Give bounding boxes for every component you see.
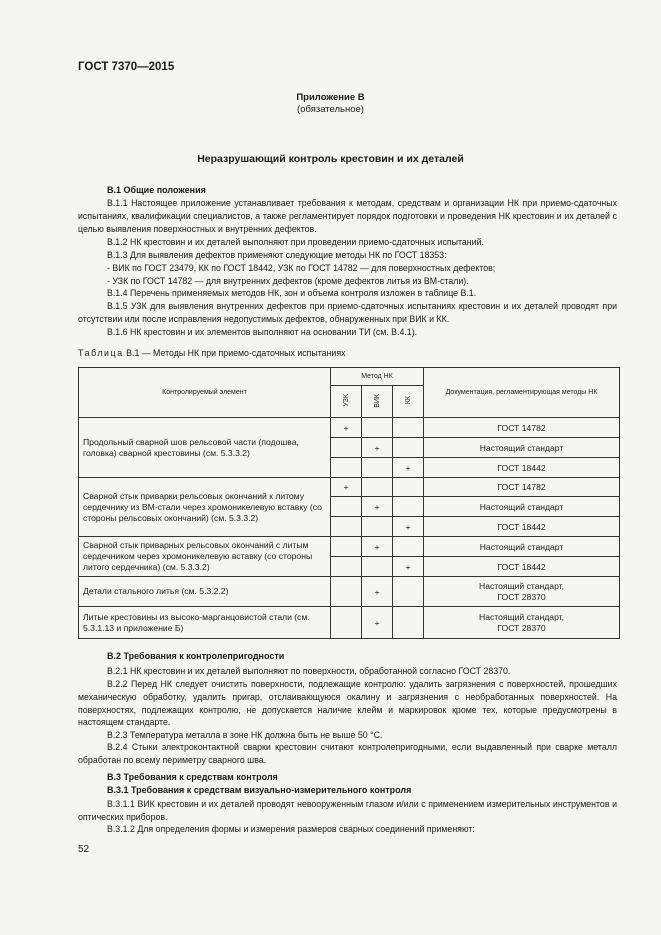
doc-cell bbox=[424, 577, 620, 607]
mark-cell: + bbox=[362, 438, 393, 458]
table-caption-text: В.1 — Методы НК при приемо-сдаточных испытаниях bbox=[126, 348, 346, 358]
table-row-element: Продольный сварной шов рельсовой части (подошва, головка) сварной крестовины (см. 5.3.3.2) bbox=[79, 418, 331, 478]
doc-line: Настоящий стандарт, bbox=[479, 611, 565, 622]
paragraph-b1-3b: - УЗК по ГОСТ 14782 — для внутренних дефектов (кроме дефектов литья из ВМ-стали). bbox=[107, 276, 469, 286]
subsection-heading-b31: В.3.1 Требования к средствам визуально-измерительного контроля bbox=[107, 785, 412, 795]
document-header: ГОСТ 7370—2015 bbox=[78, 61, 175, 73]
paragraph-b2-1: В.2.1 НК крестовин и их деталей выполняют по поверхности, обработанной согласно ГОСТ 28370. bbox=[107, 666, 511, 676]
page-number: 52 bbox=[78, 844, 90, 855]
mark-cell: + bbox=[362, 497, 393, 517]
paragraph-b1-5: В.1.5 УЗК для выявления внутренних дефектов при приемо-сдаточных испытаниях крестовин и их деталей проводят при отсутствии или после исправления недопустимых дефектов, обнаруженных при ВИК и КК. bbox=[78, 301, 617, 324]
doc-line: ГОСТ 28370 bbox=[497, 622, 546, 633]
doc-cell bbox=[424, 607, 620, 639]
paragraph-b3-1: В.3.1.1 ВИК крестовин и их деталей проводят невооруженным глазом и/или с применением измерительных инструментов и оптических приборов. bbox=[78, 799, 617, 822]
header-element: Контролируемый элемент bbox=[79, 368, 331, 418]
paragraph-b2-3: В.2.3 Температура металла в зоне НК должна быть не выше 50 °С. bbox=[107, 730, 383, 740]
doc-line: ГОСТ 28370 bbox=[497, 591, 546, 602]
mark-cell: + bbox=[362, 577, 393, 607]
table-row-element: Литые крестовины из высоко-марганцовистой стали (см. 5.3.1.13 и приложение Б) bbox=[79, 607, 331, 639]
header-method-kk: КК bbox=[404, 396, 412, 405]
paragraph-b1-4: В.1.4 Перечень применяемых методов НК, зон и объема контроля изложен в таблице В.1. bbox=[107, 288, 477, 298]
doc-line: Настоящий стандарт, bbox=[479, 580, 565, 591]
mark-cell: + bbox=[393, 557, 424, 577]
paragraph-b1-3: В.1.3 Для выявления дефектов применяют следующие методы НК по ГОСТ 18353: bbox=[107, 250, 447, 260]
methods-table bbox=[78, 367, 620, 639]
doc-cell: ГОСТ 18442 bbox=[424, 517, 620, 537]
table-caption-prefix: Таблица bbox=[78, 348, 124, 358]
doc-cell: Настоящий стандарт bbox=[424, 438, 620, 458]
doc-cell: Настоящий стандарт bbox=[424, 497, 620, 517]
paragraph-b1-1: В.1.1 Настоящее приложение устанавливает требования к методам, средствам и организации НК при приемо-сдаточных испытаниях, квалификации специалистов, а также регламентирует порядок подготовки и проведения НК крестовин и их деталей с целью выявления поверхностных и внутренних дефектов. bbox=[78, 198, 617, 234]
header-method: Метод НК bbox=[331, 368, 424, 386]
table-row-element: Детали стального литья (см. 5.3.2.2) bbox=[79, 577, 331, 607]
section-heading-b2: В.2 Требования к контролепригодности bbox=[107, 651, 285, 661]
mark-cell: + bbox=[393, 458, 424, 478]
paragraph-b3-2: В.3.1.2 Для определения формы и измерения размеров сварных соединений применяют: bbox=[107, 824, 475, 834]
mark-cell: + bbox=[331, 418, 362, 438]
doc-cell: ГОСТ 18442 bbox=[424, 557, 620, 577]
header-method-uzk: УЗК bbox=[342, 394, 350, 407]
mark-cell: + bbox=[331, 478, 362, 497]
appendix-status: (обязательное) bbox=[297, 104, 364, 115]
paragraph-b1-6: В.1.6 НК крестовин и их элементов выполняют на основании ТИ (см. В.4.1). bbox=[107, 327, 418, 337]
doc-cell: ГОСТ 14782 bbox=[424, 418, 620, 438]
paragraph-b1-3a: - ВИК по ГОСТ 23479, КК по ГОСТ 18442, УЗК по ГОСТ 14782 — для поверхностных дефектов; bbox=[107, 263, 496, 273]
mark-cell: + bbox=[393, 517, 424, 537]
paragraph-b2-2: В.2.2 Перед НК следует очистить поверхности, подлежащие контролю: удалить загрязнения с поверхностей, прошедших механическую обработку, удалить пригар, отслаивающуюся окалину и загрязнения с необработанных поверхностей. На поверхностях, подлежащих контролю, не допускается наличие клейм и маркировок кроме тех, которые предусмотрены в настоящем стандарте. bbox=[78, 679, 617, 728]
section-heading-b1: В.1 Общие положения bbox=[107, 185, 206, 195]
appendix-title: Неразрушающий контроль крестовин и их деталей bbox=[197, 153, 464, 165]
paragraph-b1-2: В.1.2 НК крестовин и их деталей выполняют при проведении приемо-сдаточных испытаний. bbox=[107, 237, 484, 247]
table-row-element: Сварной стык приварных рельсовых окончаний с литым сердечником через хромоникелевую вставку (со стороны литого сердечника) (см. 5.3.3.2) bbox=[79, 537, 331, 577]
doc-cell: Настоящий стандарт bbox=[424, 537, 620, 557]
header-method-vik: ВИК bbox=[373, 393, 381, 408]
header-documentation: Документация, регламентирующая методы НК bbox=[424, 368, 620, 418]
mark-cell: + bbox=[362, 537, 393, 557]
section-heading-b3: В.3 Требования к средствам контроля bbox=[107, 772, 278, 782]
paragraph-b2-4: В.2.4 Стыки электроконтактной сварки крестовин считают контролепригодными, если выдавленный при сварке металл обработан по всему периметру сварного шва. bbox=[78, 742, 617, 765]
doc-cell: ГОСТ 14782 bbox=[424, 478, 620, 497]
mark-cell: + bbox=[362, 607, 393, 639]
appendix-name: Приложение В bbox=[296, 92, 365, 103]
doc-cell: ГОСТ 18442 bbox=[424, 458, 620, 478]
table-row-element: Сварной стык приварки рельсовых окончаний к литому сердечнику из ВМ-стали через хромоникелевую вставку (со стороны рельсовых окончаний) (см. 5.3.3.2) bbox=[79, 478, 331, 537]
table-caption bbox=[78, 348, 346, 358]
